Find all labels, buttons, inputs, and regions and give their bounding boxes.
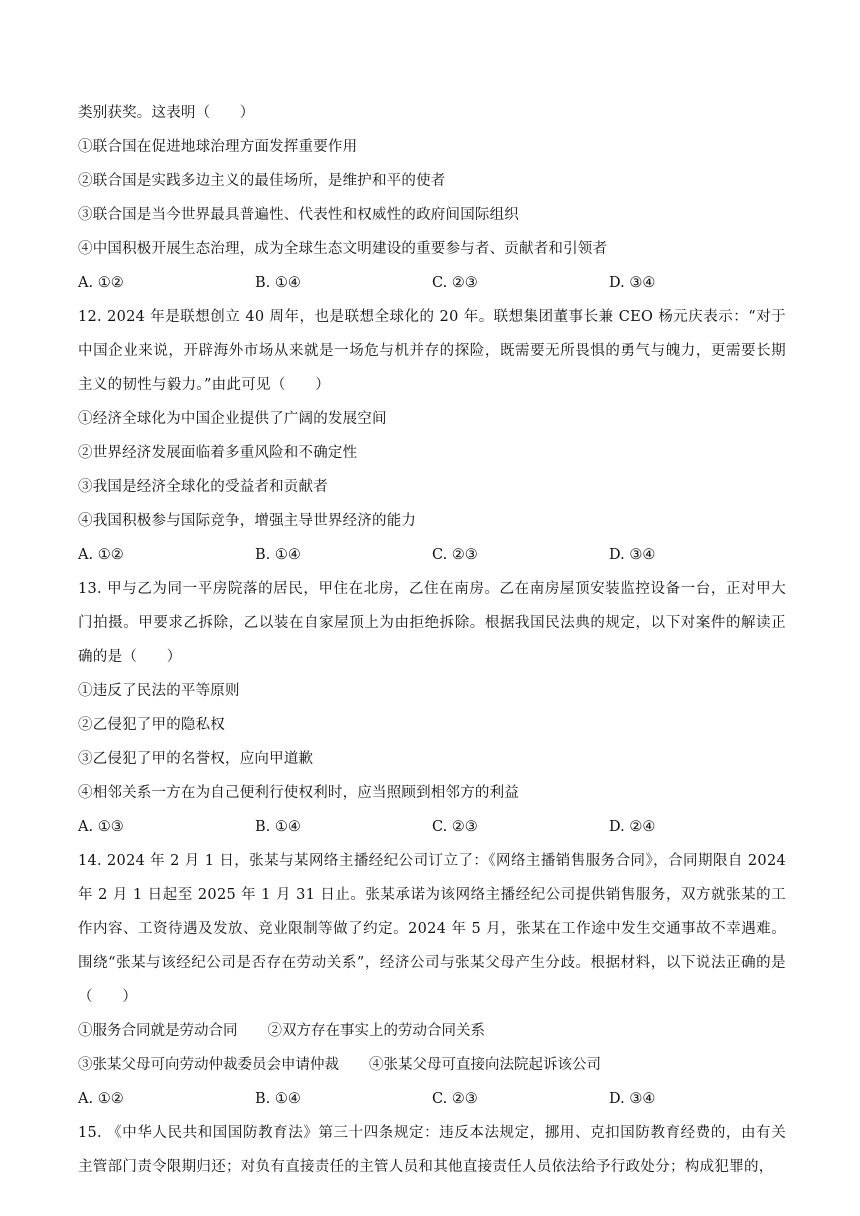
q11-options bbox=[78, 266, 786, 300]
q14-options bbox=[78, 1082, 786, 1116]
q13-item-2: ②乙侵犯了甲的隐私权 bbox=[78, 717, 225, 733]
q13-item-1: ①违反了民法的平等原则 bbox=[78, 683, 240, 699]
q12-item-4: ④我国积极参与国际竞争，增强主导世界经济的能力 bbox=[78, 513, 417, 529]
q14-stem: 14. 2024 年 2 月 1 日，张某与某网络主播经纪公司订立了：《网络主播销售服务合同》，合同期限自 2024 年 2 月 1 日起至 2025 年 1 月 31 日止。张某承诺为该网络主播经纪公司提供销售服务，双方就张某的工作内容、工资待遇及发放、竞业限制等做了约定。2024 年 5 月，张某在工作途中发生交通事故不幸遇难。围绕“张某与该经纪公司是否存在劳动关系”，经济公司与张某父母产生分歧。根据材料，以下说法正确的是（ ） bbox=[78, 853, 786, 1005]
q14-item-3: ③张某父母可向劳动仲裁委员会申请仲裁 bbox=[78, 1057, 339, 1073]
q14-items-row-1 bbox=[78, 1014, 786, 1048]
exam-page bbox=[78, 96, 786, 1184]
q14-option-c: C. ②③ bbox=[432, 1091, 478, 1107]
q13-option-b: B. ①④ bbox=[255, 819, 301, 835]
q14-items-row-2 bbox=[78, 1048, 786, 1082]
q11-item-1: ①联合国在促进地球治理方面发挥重要作用 bbox=[78, 139, 358, 155]
q11-stem-end: 类别获奖。这表明（ ） bbox=[78, 105, 255, 121]
q13-item-3: ③乙侵犯了甲的名誉权，应向甲道歉 bbox=[78, 751, 314, 767]
q13-stem: 13. 甲与乙为同一平房院落的居民，甲住在北房，乙住在南房。乙在南房屋顶安装监控设备一台，正对甲大门拍摄。甲要求乙拆除，乙以装在自家屋顶上为由拒绝拆除。根据我国民法典的规定，以下对案件的解读正确的是（ ） bbox=[78, 581, 786, 665]
q14-option-d: D. ③④ bbox=[609, 1091, 656, 1107]
q12-option-b: B. ①④ bbox=[255, 547, 301, 563]
q13-option-d: D. ②④ bbox=[609, 819, 656, 835]
q11-option-c: C. ②③ bbox=[432, 275, 478, 291]
q14-item-2: ②双方存在事实上的劳动合同关系 bbox=[267, 1023, 485, 1039]
q11-option-a: A. ①② bbox=[78, 275, 124, 291]
q13-option-a: A. ①③ bbox=[78, 819, 124, 835]
q12-option-c: C. ②③ bbox=[432, 547, 478, 563]
q14-option-b: B. ①④ bbox=[255, 1091, 301, 1107]
q11-item-3: ③联合国是当今世界最具普遍性、代表性和权威性的政府间国际组织 bbox=[78, 207, 519, 223]
q12-item-2: ②世界经济发展面临着多重风险和不确定性 bbox=[78, 445, 358, 461]
q12-option-d: D. ③④ bbox=[609, 547, 656, 563]
q12-options bbox=[78, 538, 786, 572]
q11-option-b: B. ①④ bbox=[255, 275, 301, 291]
q14-item-4: ④张某父母可直接向法院起诉该公司 bbox=[369, 1057, 601, 1073]
q12-item-3: ③我国是经济全球化的受益者和贡献者 bbox=[78, 479, 328, 495]
q13-options bbox=[78, 810, 786, 844]
q11-option-d: D. ③④ bbox=[609, 275, 656, 291]
q15-stem: 15. 《中华人民共和国国防教育法》第三十四条规定：违反本法规定，挪用、克扣国防教育经费的，由有关主管部门责令限期归还；对负有直接责任的主管人员和其他直接责任人员依法给予行政处分；构成犯罪的， bbox=[78, 1125, 786, 1175]
q12-option-a: A. ①② bbox=[78, 547, 124, 563]
q13-item-4: ④相邻关系一方在为自己便利行使权利时，应当照顾到相邻方的利益 bbox=[78, 785, 519, 801]
q12-stem: 12. 2024 年是联想创立 40 周年，也是联想全球化的 20 年。联想集团董事长兼 CEO 杨元庆表示：“对于中国企业来说，开辟海外市场从来就是一场危与机并存的探险，既需要无所畏惧的勇气与魄力，更需要长期主义的韧性与毅力。”由此可见（ ） bbox=[78, 309, 786, 393]
q13-option-c: C. ②③ bbox=[432, 819, 478, 835]
q11-item-4: ④中国积极开展生态治理，成为全球生态文明建设的重要参与者、贡献者和引领者 bbox=[78, 241, 608, 257]
q11-item-2: ②联合国是实践多边主义的最佳场所，是维护和平的使者 bbox=[78, 173, 446, 189]
q14-option-a: A. ①② bbox=[78, 1091, 124, 1107]
q14-item-1: ①服务合同就是劳动合同 bbox=[78, 1023, 238, 1039]
q12-item-1: ①经济全球化为中国企业提供了广阔的发展空间 bbox=[78, 411, 387, 427]
